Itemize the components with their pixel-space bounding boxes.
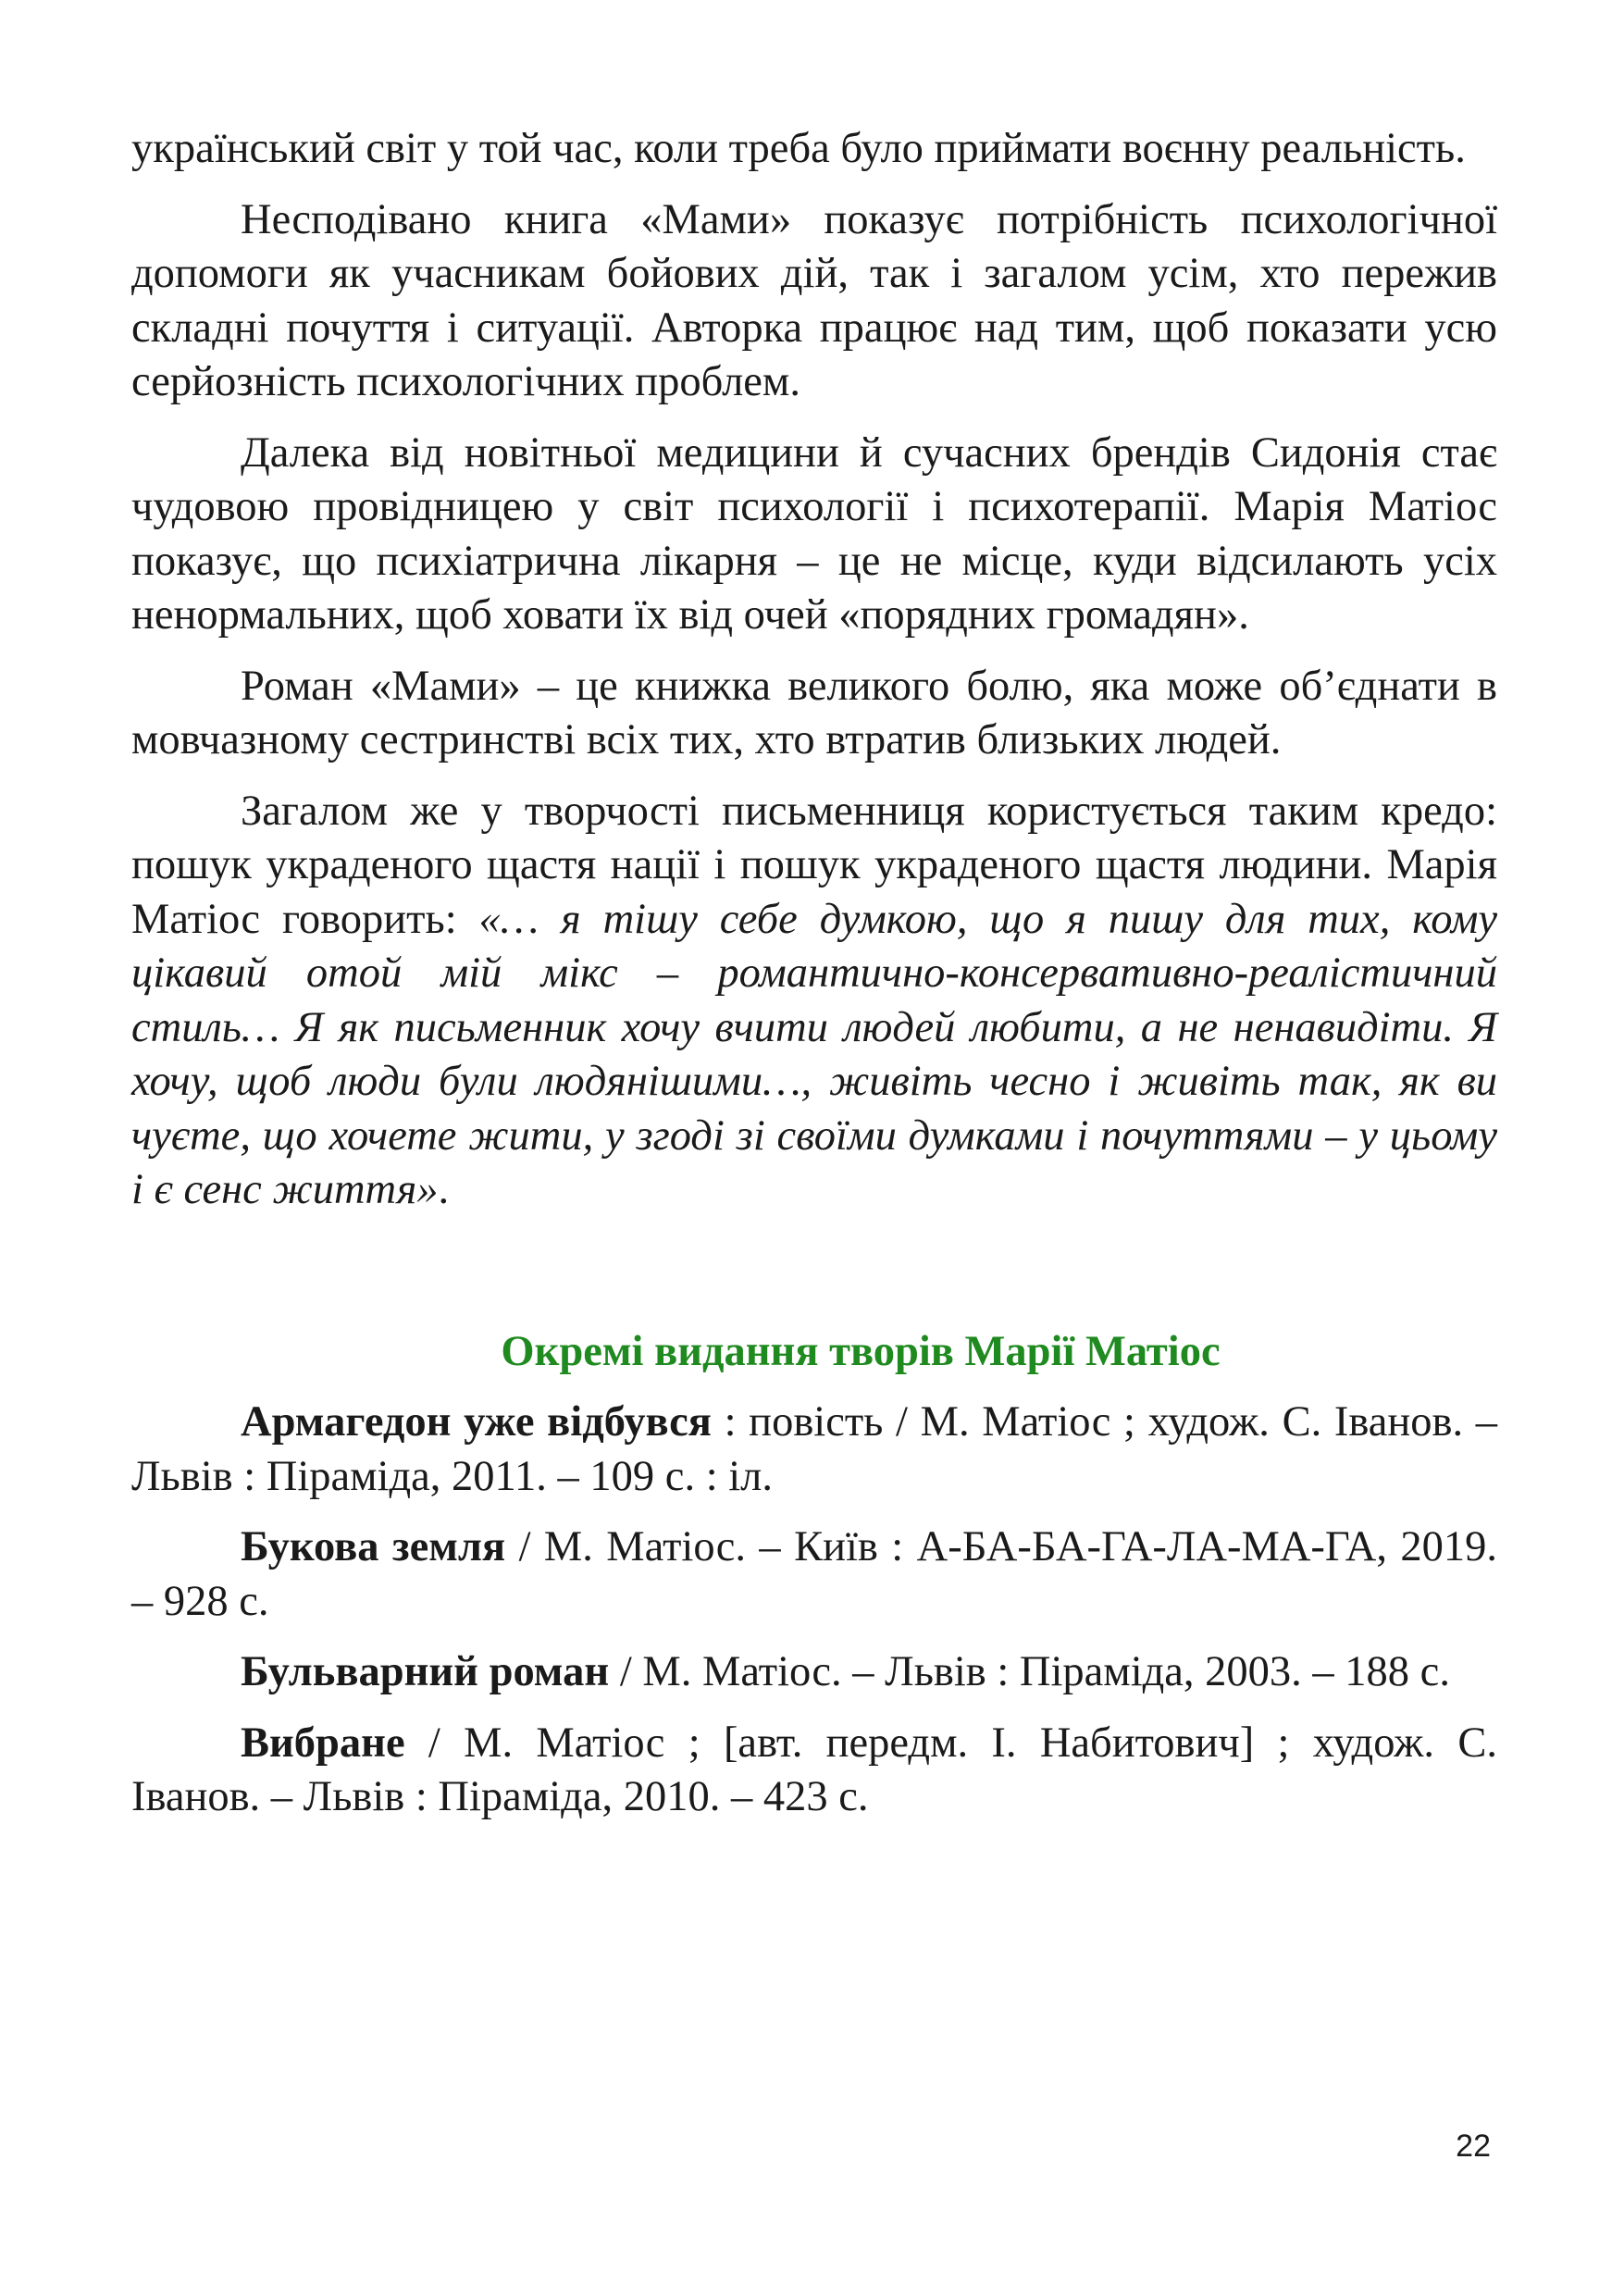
- entry-details: / М. Матіос ; [авт. передм. І. Набитович] ; худож. С. Іванов. – Львів : Піраміда, 2010. – 423 с.: [131, 1719, 1497, 1820]
- section-title: Окремі видання творів Марії Матіос: [501, 1327, 1221, 1375]
- author-quote: «… я тішу себе думкою, що я пишу для тих, кому цікавий отой мій мікс – романтично-консервативно-реалістичний стиль… Я як письменник хочу вчити людей любити, а не ненавидіти. Я хочу, щоб люди були людянішими…, живіть чесно і живіть так, як ви чуєте, що хочете жити, у згоді зі своїми думками і почуттями – у цьому і є сенс життя»: [131, 895, 1498, 1213]
- paragraph-5-lead: Загалом же у творчості письменниця користується таким кредо: пошук украденого щастя нації і пошук украденого щастя людини. Марія Матіос говорить:: [131, 787, 1497, 943]
- paragraph-2: Несподівано книга «Мами» показує потрібність психологічної допомоги як учасникам бойових дій, так і загалом усім, хто пережив складні почуття і ситуації. Авторка працює над тим, щоб показати усю серйозність психологічних проблем.: [131, 195, 1497, 405]
- paragraph-1: український світ у той час, коли треба було приймати воєнну реальність.: [131, 125, 1466, 172]
- page-body: [131, 122, 1497, 1825]
- page-number: 22: [1456, 2128, 1491, 2164]
- entry-title: Армагедон уже відбувся: [241, 1398, 712, 1446]
- bibliography-entry: [131, 1520, 1497, 1629]
- bibliography-entry: [131, 1717, 1497, 1825]
- bibliography-entry: [131, 1645, 1497, 1700]
- bibliography-entry: [131, 1396, 1497, 1504]
- entry-title: Вибране: [241, 1719, 405, 1767]
- paragraph-4: Роман «Мами» – це книжка великого болю, яка може об’єднати в мовчазному сестринстві всіх тих, хто втратив близьких людей.: [131, 662, 1497, 763]
- paragraph-5: [131, 785, 1497, 1218]
- entry-details: / М. Матіос. – Київ : А-БА-БА-ГА-ЛА-МА-ГА, 2019. – 928 с.: [131, 1523, 1497, 1625]
- entry-title: Бульварний роман: [241, 1648, 610, 1695]
- entry-details: / М. Матіос. – Львів : Піраміда, 2003. – 188 с.: [609, 1648, 1450, 1695]
- entry-details: : повість / М. Матіос ; худож. С. Іванов. – Львів : Піраміда, 2011. – 109 с. : іл.: [131, 1398, 1497, 1500]
- paragraph-5-end: .: [438, 1166, 450, 1213]
- paragraph-3: Далека від новітньої медицини й сучасних брендів Сидонія стає чудовою провідницею у світ психології і психотерапії. Марія Матіос показує, що психіатрична лікарня – це не місце, куди відсилають усіх ненормальних, щоб ховати їх від очей «порядних громадян».: [131, 428, 1497, 639]
- entry-title: Букова земля: [241, 1523, 506, 1570]
